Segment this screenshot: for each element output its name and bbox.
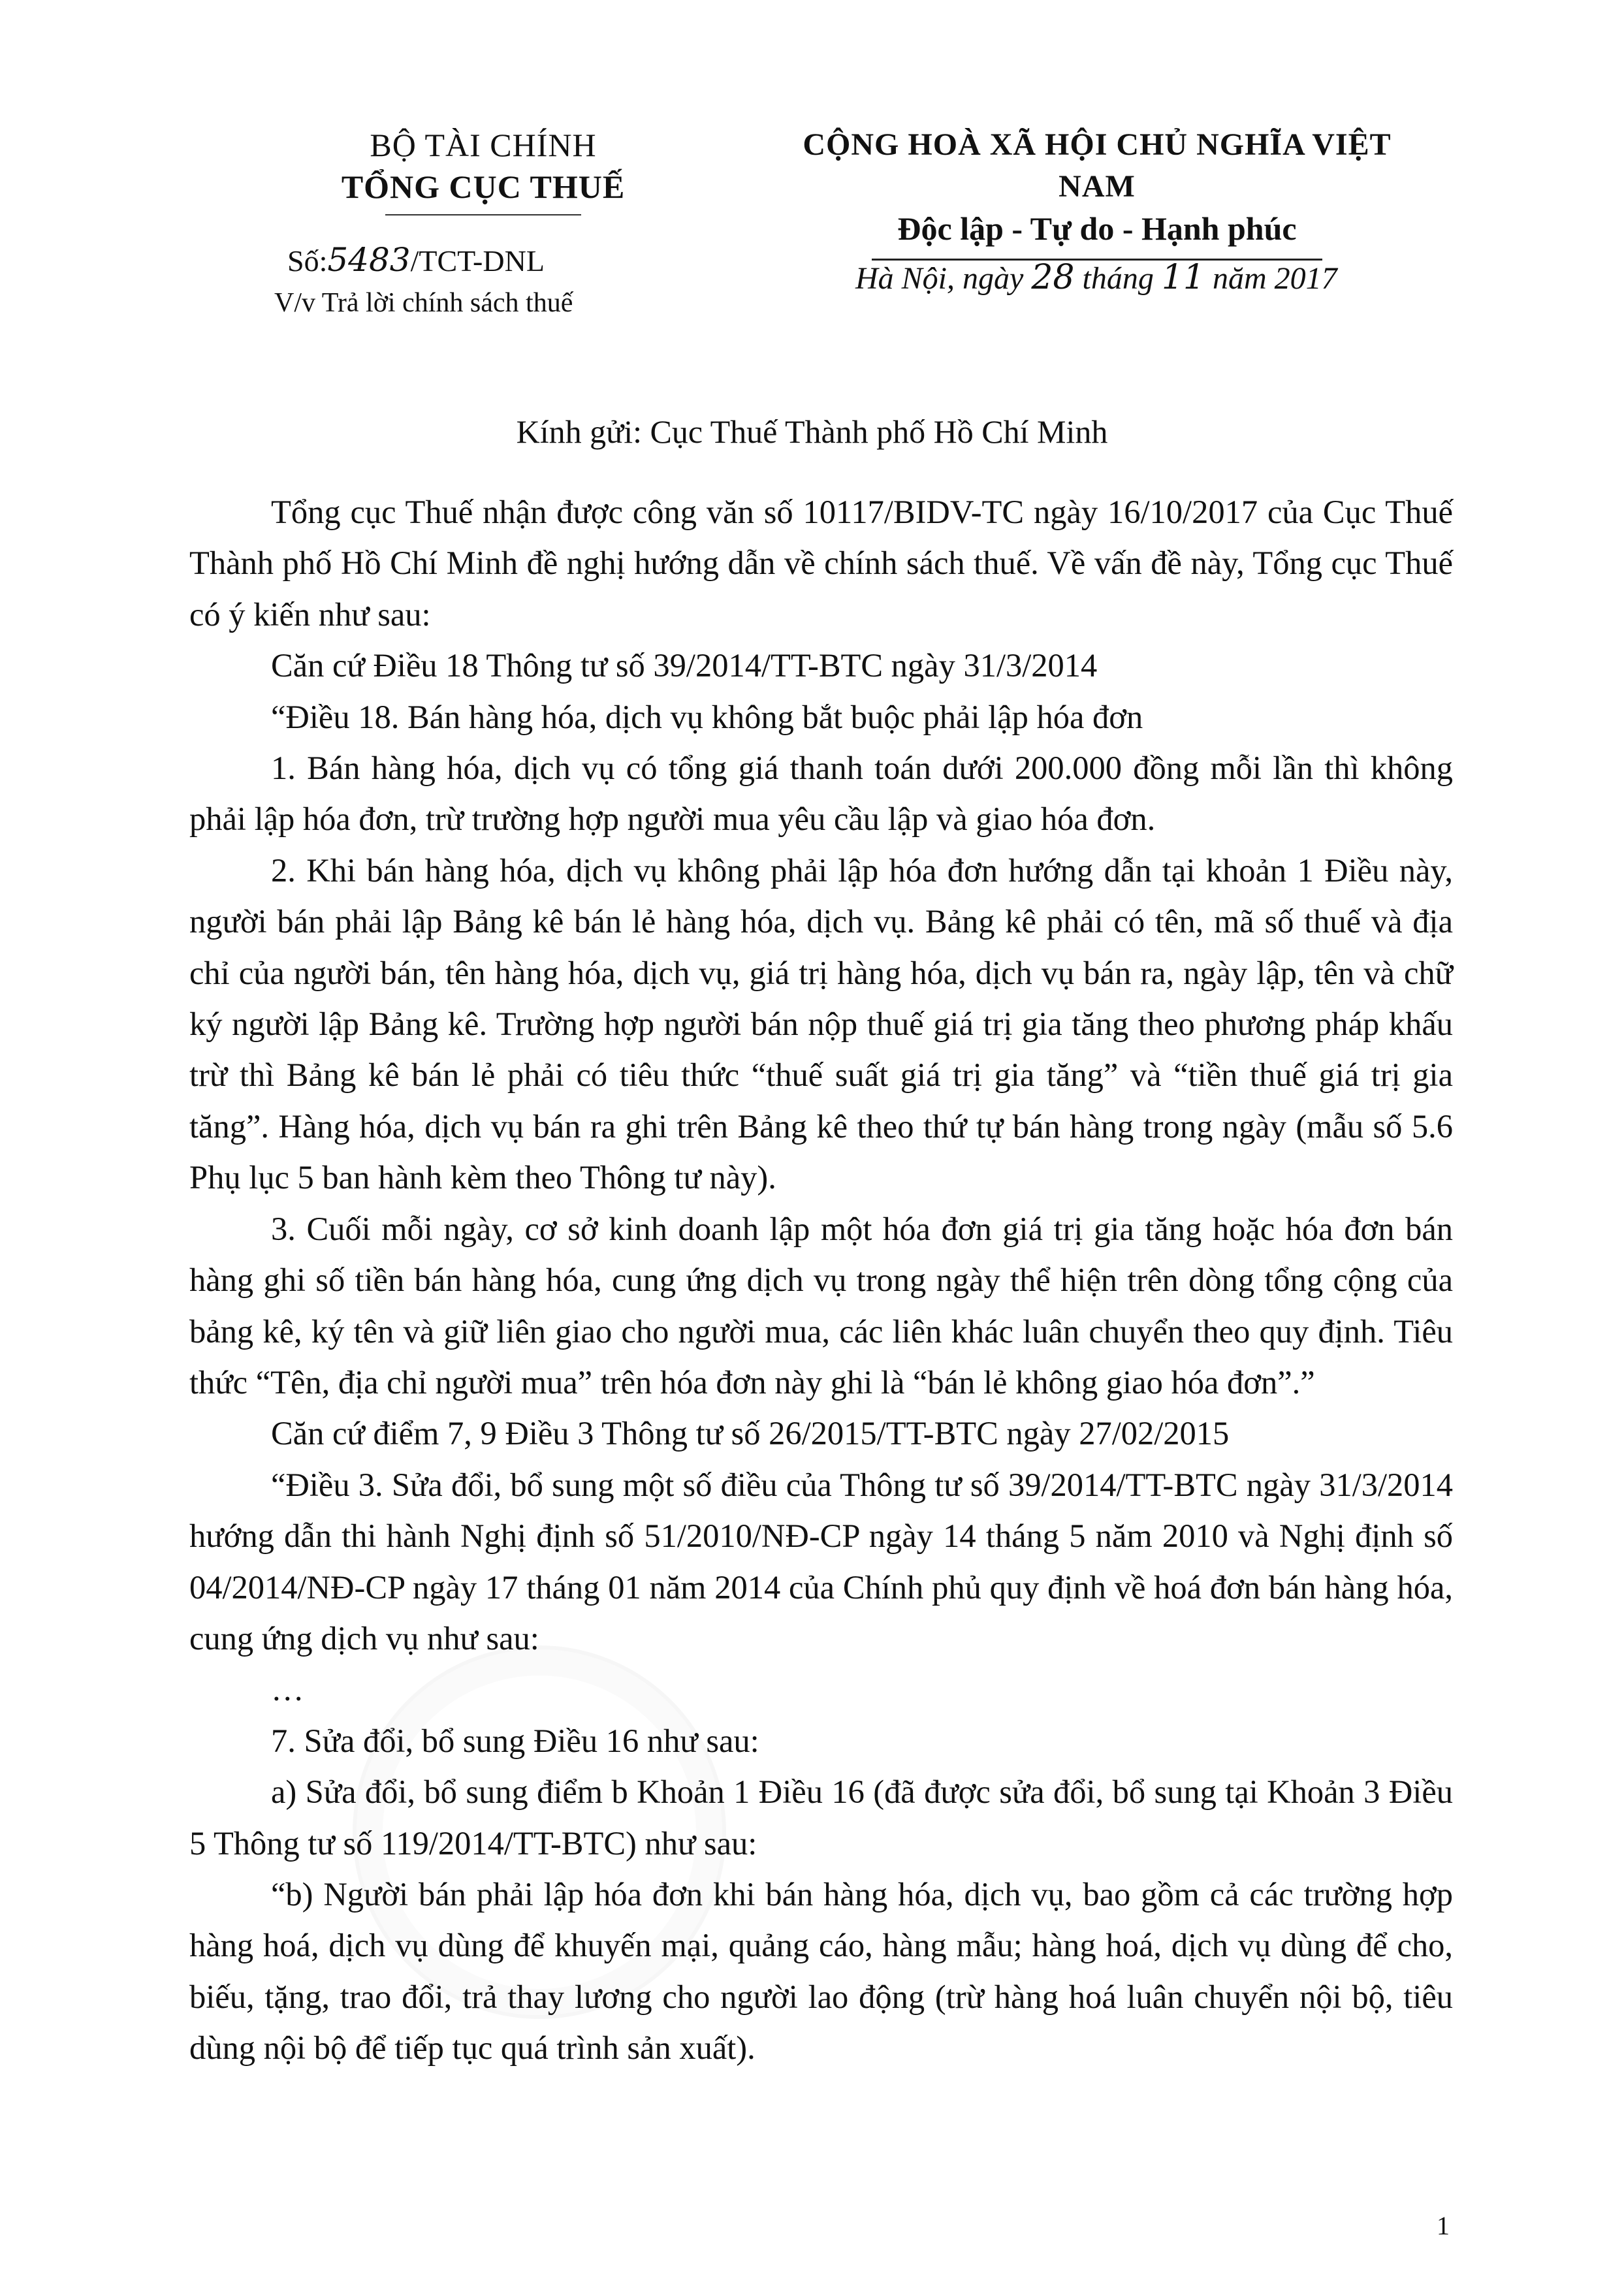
letter-body	[189, 486, 1453, 2074]
doc-number-suffix: /TCT-DNL	[410, 244, 545, 278]
doc-number-prefix: Số:	[287, 244, 328, 278]
document-subject: V/v Trả lời chính sách thuế	[274, 288, 573, 318]
agency-name: TỔNG CỤC THUẾ	[341, 168, 626, 205]
document-number	[287, 242, 545, 279]
national-motto: Độc lập - Tự do - Hạnh phúc	[897, 210, 1297, 247]
doc-number-handwritten: 5483	[327, 241, 411, 279]
body-paragraph: Tổng cục Thuế nhận được công văn số 10117/BIDV-TC ngày 16/10/2017 của Cục Thuế Thành phố Hồ Chí Minh đề nghị hướng dẫn về chính sách thuế. Về vấn đề này, Tổng cục Thuế có ý kiến như sau:	[189, 494, 1453, 633]
body-paragraph: …	[271, 1671, 304, 1708]
body-paragraph: “Điều 18. Bán hàng hóa, dịch vụ không bắt buộc phải lập hóa đơn	[271, 698, 1143, 735]
date-place: Hà Nội, ngày	[855, 261, 1024, 296]
body-paragraph: 3. Cuối mỗi ngày, cơ sở kinh doanh lập một hóa đơn giá trị gia tăng hoặc hóa đơn bán hàng ghi số tiền bán hàng hóa, cung ứng dịch vụ trong ngày thể hiện trên dòng tổng cộng của bảng kê, ký tên và giữ liên giao cho người mua, các liên khác luân chuyển theo quy định. Tiêu thức “Tên, địa chỉ người mua” trên hóa đơn này ghi là “bán lẻ không giao hóa đơn”.”	[189, 1210, 1453, 1401]
date-year: năm 2017	[1213, 261, 1337, 296]
body-paragraph: 7. Sửa đổi, bổ sung Điều 16 như sau:	[271, 1722, 759, 1759]
date-month-label: tháng	[1082, 261, 1154, 296]
recipient-line: Kính gửi: Cục Thuế Thành phố Hồ Chí Minh	[516, 413, 1108, 450]
body-paragraph: Căn cứ Điều 18 Thông tư số 39/2014/TT-BTC ngày 31/3/2014	[271, 647, 1098, 684]
date-month: 11	[1161, 258, 1205, 297]
issuing-agency-block	[235, 124, 731, 215]
date-day: 28	[1031, 258, 1075, 297]
ministry-name: BỘ TÀI CHÍNH	[370, 127, 597, 163]
body-paragraph: 1. Bán hàng hóa, dịch vụ có tổng giá thanh toán dưới 200.000 đồng mỗi lần thì không phải lập hóa đơn, trừ trường hợp người mua yêu cầu lập và giao hóa đơn.	[189, 750, 1453, 838]
body-paragraph: “Điều 3. Sửa đổi, bổ sung một số điều của Thông tư số 39/2014/TT-BTC ngày 31/3/2014 hướng dẫn thi hành Nghị định số 51/2010/NĐ-CP ngày 14 tháng 5 năm 2010 và Nghị định số 04/2014/NĐ-CP ngày 17 tháng 01 năm 2014 của Chính phủ quy định về hoá đơn bán hàng hóa, cung ứng dịch vụ như sau:	[189, 1466, 1453, 1657]
national-motto-block	[771, 124, 1424, 261]
agency-underline	[385, 214, 581, 215]
date-line	[855, 258, 1337, 298]
page-number: 1	[1437, 2211, 1450, 2240]
body-paragraph: a) Sửa đổi, bổ sung điểm b Khoản 1 Điều 16 (đã được sửa đổi, bổ sung tại Khoản 3 Điều 5 Thông tư số 119/2014/TT-BTC) như sau:	[189, 1773, 1453, 1862]
nation-name: CỘNG HOÀ XÃ HỘI CHỦ NGHĨA VIỆT NAM	[803, 127, 1392, 204]
body-paragraph: “b) Người bán phải lập hóa đơn khi bán hàng hóa, dịch vụ, bao gồm cả các trường hợp hàng hoá, dịch vụ dùng để khuyến mại, quảng cáo, hàng mẫu; hàng hoá, dịch vụ dùng để cho, biếu, tặng, trao đổi, trả thay lương cho người lao động (trừ hàng hoá luân chuyển nội bộ, tiêu dùng nội bộ để tiếp tục quá trình sản xuất).	[189, 1875, 1453, 2067]
body-paragraph: Căn cứ điểm 7, 9 Điều 3 Thông tư số 26/2015/TT-BTC ngày 27/02/2015	[271, 1415, 1230, 1452]
body-paragraph: 2. Khi bán hàng hóa, dịch vụ không phải lập hóa đơn hướng dẫn tại khoản 1 Điều này, người bán phải lập Bảng kê bán lẻ hàng hóa, dịch vụ. Bảng kê phải có tên, mã số thuế và địa chỉ của người bán, tên hàng hóa, dịch vụ, giá trị hàng hóa, dịch vụ bán ra, ngày lập, tên và chữ ký người lập Bảng kê. Trường hợp người bán nộp thuế giá trị gia tăng theo phương pháp khấu trừ thì Bảng kê bán lẻ phải có tiêu thức “thuế suất giá trị gia tăng” và “tiền thuế giá trị gia tăng”. Hàng hóa, dịch vụ bán ra ghi trên Bảng kê theo thứ tự bán hàng trong ngày (mẫu số 5.6 Phụ lục 5 ban hành kèm theo Thông tư này).	[189, 851, 1453, 1196]
